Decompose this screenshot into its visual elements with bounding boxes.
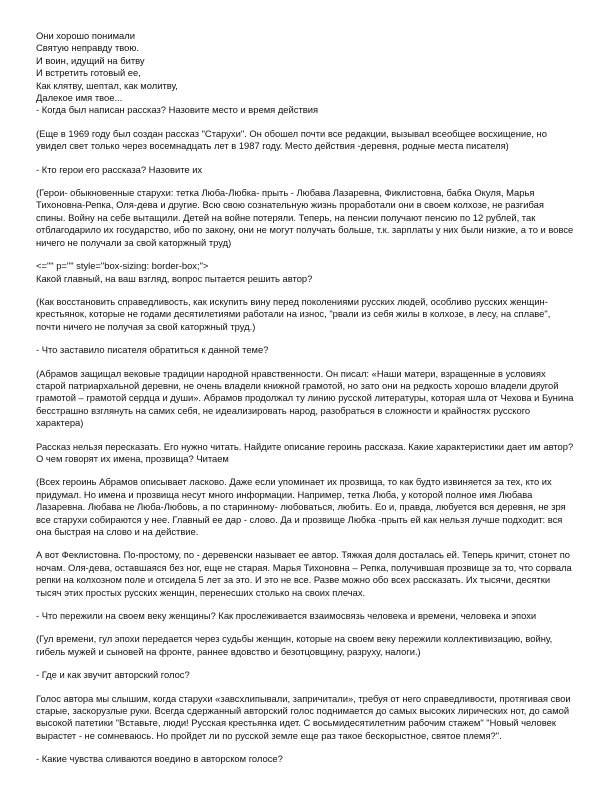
answer-when-written: (Еще в 1969 году был создан рассказ "Старухи". Он обошел почти все редакции, вызывал всеобщее восхищение, но увидел свет только через восемнадцать лет в 1987 году. Место действия -деревня, родные места писателя): [36, 127, 547, 152]
question-when-written: - Когда был написан рассказ? Назовите место и время действия: [36, 104, 319, 116]
question-heroes: - Кто герои его рассказа? Назовите их: [36, 163, 203, 175]
html-artifact-text: <="" p="" style="box-sizing: border-box;">: [36, 260, 209, 272]
answer-names-nicknames: (Всех героинь Абрамов описывает ласково. Даже если упоминает их прозвища, то как будто извиняется за тех, кто их придумал. Но имена и прозвища несут много информации. Например, тетка Люба, у которой полное имя Любава Лазаревна. Любава не Люба-Любовь, а по старинному- любоваться, любить. Ео и, правда, любуется вся деревня, не зря все старухи собираются у нее. Главный ее дар - слово. Да и прозвище Любка -прыть ей как нельзя лучше подходит: вся она быстрая на слово и на действие.: [36, 476, 566, 537]
question-author-feelings: - Какие чувства сливаются воедино в авторском голосе?: [36, 753, 283, 765]
paragraph-feklistovna: А вот Феклистовна. По-простому, по - деревенски называет ее автор. Тяжкая доля досталась ей. Теперь кричит, стонет по ночам. Оля-дева, оставшаяся без ног, еще не старая. Марья Тихоновна – Репка, получившая прозвище за то, что сорвала репки на колхозном поле и отсидела 5 лет за это. И это не все. Разве можно обо всех рассказать. Их тысячи, десятки тысяч этих простых русских женщин, перенесших столько на своих плечах.: [36, 549, 572, 598]
poem-line: Далекое имя твое...: [36, 92, 123, 104]
answer-author-voice: Голос автора мы слышим, когда старухи «завсхлипывали, запричитали», требуя от него справедливости, протягивая свои старые, заскорузлые руки. Всегда сдержанный авторский голос поднимается до самых высоких лирических нот, до самой высокой патетики "Вставьте, люди! Русская крестьянка идет. С восьмидесятилетним рабочим стажем" "Новый человек вырастет - не сомневаюсь. Но пройдет ли по русской земле еще раз такое бескорыстное, святое племя?".: [36, 692, 571, 741]
question-women-experience: - Что пережили на своем веку женщины? Как прослеживается взаимосвязь человека и времени, человека и эпохи: [36, 610, 537, 622]
question-motivation: - Что заставило писателя обратиться к данной теме?: [36, 344, 269, 356]
document-page: [36, 30, 574, 766]
answer-heroes: (Герои- обыкновенные старухи: тетка Люба-Любка- прыть - Любава Лазаревна, Фиклистовна, бабка Окуля, Марья Тихоновна-Репка, Оля-дева и другие. Всю свою сознательную жизнь проработали они в своем колхозе, не разгибая спины. Войну на себе вытащили. Детей на войне потеряли. Теперь, на пенсии получают пенсию по 12 рублей, так отблагодарило их государство, ибо по закону, они не могут получать больше, т.к. зарплаты у них были низкие, а то и вовсе ничего не получали за свой каторжный труд): [36, 187, 574, 248]
poem-line: И встретить готовый ее,: [36, 67, 141, 79]
question-author-voice: - Где и как звучит авторский голос?: [36, 669, 190, 681]
answer-women-experience: (Гул времени, гул эпохи передается через судьбы женщин, которые на своем веку пережили коллективизацию, войну, гибель мужей и сыновей на фронте, раннее вдовство и безотцовщину, разруху, налоги.): [36, 633, 553, 657]
answer-motivation: (Абрамов защищал вековые традиции народной нравственности. Он писал: «Наши матери, взращенные в условиях старой патриархальной деревни, не очень владели книжной грамотой, но зато они на редкость хорошо владели другой грамотой – грамотой сердца и души». Абрамов продолжал ту линию русской литературы, которая шла от Чехова и Бунина бесстрашно взглянуть на самих себя, не идеализировать народ, разобраться в сложности и крайностях русского характера): [36, 367, 574, 429]
poem-line: Как клятву, шептал, как молитву,: [36, 79, 178, 91]
poem-line: И воин, идущий на битву: [36, 54, 145, 66]
poem-line: Они хорошо понимали: [36, 30, 135, 41]
question-main-issue: Какой главный, на ваш взгляд, вопрос пытается решить автор?: [36, 272, 313, 284]
poem-excerpt: [36, 30, 574, 104]
answer-main-issue: (Как восстановить справедливость, как искупить вину перед поколениями русских людей, особливо русских женщин-крестьянок, которые не годами десятилетиями работали на износ, "рвали из себя жилы в колхозе, в лесу, на сплаве", почти ничего не получая за свой каторжный труд.): [36, 295, 551, 332]
task-read-descriptions: Рассказ нельзя пересказать. Его нужно читать. Найдите описание героинь рассказа. Какие характеристики дает им автор? О чем говорят их имена, прозвища? Читаем: [36, 440, 574, 464]
poem-line: Святую неправду твою.: [36, 42, 139, 54]
